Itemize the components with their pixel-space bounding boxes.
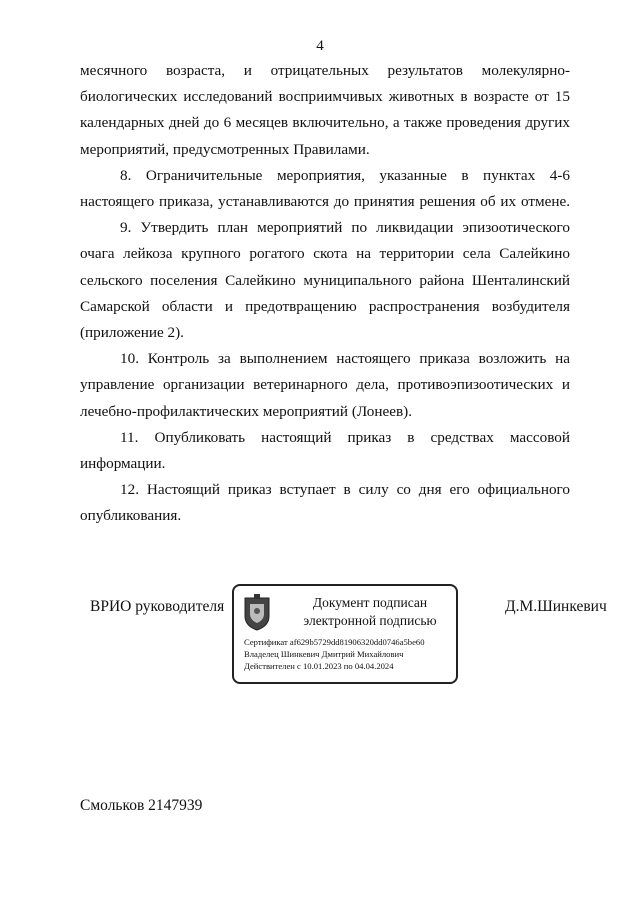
stamp-owner: Владелец Шинкевич Дмитрий Михайлович xyxy=(244,649,404,659)
signatory-name: Д.М.Шинкевич xyxy=(505,598,607,615)
text-line: 8. Ограничительные мероприятия, указанные в пунктах 4-6 xyxy=(120,166,570,184)
text-line: опубликования. xyxy=(80,507,182,525)
signatory-position: ВРИО руководителя xyxy=(90,598,225,615)
text-line: (приложение 2). xyxy=(80,324,184,342)
paragraph-continuation xyxy=(80,58,570,163)
stamp-title-line: электронной подписью xyxy=(303,613,437,628)
text-line: 12. Настоящий приказ вступает в силу со дня его официального xyxy=(120,481,570,499)
text-line: настоящего приказа, устанавливаются до принятия решения об их отмене. xyxy=(80,193,570,211)
text-line: сельского поселения Салейкино муниципального района Шенталинский xyxy=(80,271,570,289)
text-line: очага лейкоза крупного рогатого скота на территории села Салейкино xyxy=(80,245,570,263)
text-line: 11. Опубликовать настоящий приказ в средствах массовой xyxy=(120,428,570,446)
stamp-title xyxy=(290,594,450,630)
stamp-meta xyxy=(244,636,425,672)
stamp-title-line: Документ подписан xyxy=(312,595,428,610)
text-line: биологических исследований восприимчивых животных в возрасте от 15 xyxy=(80,88,570,106)
executor-footer: Смольков 2147939 xyxy=(80,797,203,814)
text-line: 10. Контроль за выполнением настоящего приказа возложить на xyxy=(120,350,570,368)
text-line: мероприятий, предусмотренных Правилами. xyxy=(80,140,370,158)
stamp-validity: Действителен с 10.01.2023 по 04.04.2024 xyxy=(244,661,394,671)
text-line: управление организации ветеринарного дела, противоэпизоотических и xyxy=(80,376,570,394)
coat-of-arms-icon xyxy=(242,594,272,632)
paragraph-item-8 xyxy=(80,163,570,215)
text-line: 9. Утвердить план мероприятий по ликвидации эпизоотического xyxy=(120,219,570,237)
stamp-certificate: Сертификат af629b5729dd81906320dd0746a5be60 xyxy=(244,637,425,647)
paragraph-item-10 xyxy=(80,346,570,425)
paragraph-item-12 xyxy=(80,477,570,529)
text-line: информации. xyxy=(80,455,166,473)
text-line: лечебно-профилактических мероприятий (Лонеев). xyxy=(80,402,413,420)
text-line: месячного возраста, и отрицательных результатов молекулярно- xyxy=(80,62,570,79)
page-number: 4 xyxy=(316,38,324,54)
document-body xyxy=(80,58,570,530)
electronic-signature-stamp xyxy=(232,584,458,684)
text-line: Самарской области и предотвращению распространения возбудителя xyxy=(80,297,570,315)
paragraph-item-11 xyxy=(80,425,570,477)
paragraph-item-9 xyxy=(80,215,570,346)
text-line: календарных дней до 6 месяцев включительно, а также проведения других xyxy=(80,114,570,132)
